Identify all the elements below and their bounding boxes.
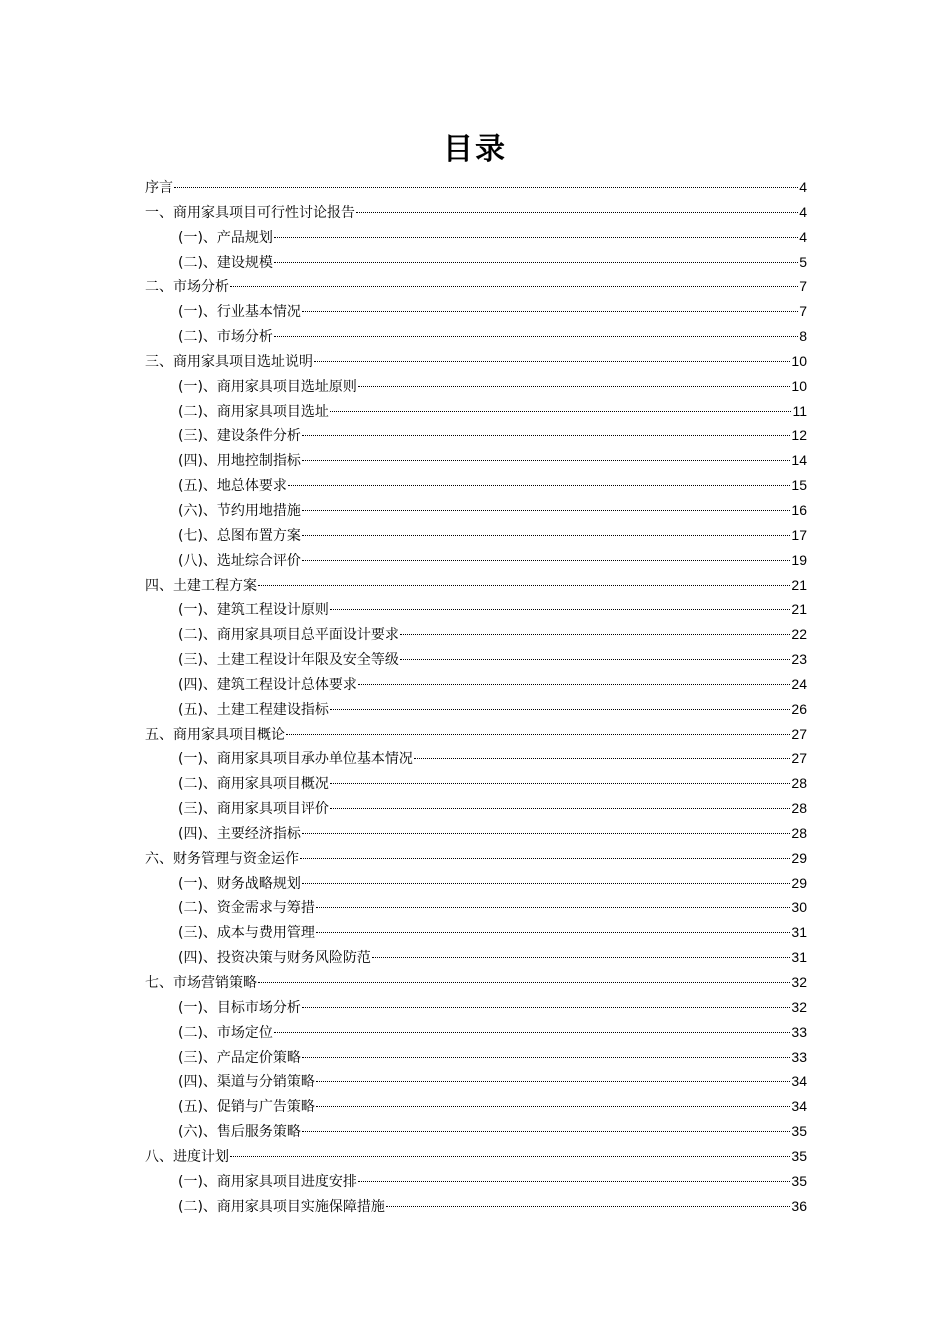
dot-leader bbox=[400, 659, 790, 660]
toc-entry-label: (六)、售后服务策略 bbox=[178, 1124, 301, 1141]
dot-leader bbox=[302, 311, 798, 312]
toc-subentry[interactable] bbox=[145, 746, 807, 771]
toc-page-number: 10 bbox=[791, 352, 807, 369]
toc-page-number: 24 bbox=[791, 675, 807, 692]
toc-page-number: 28 bbox=[791, 800, 807, 817]
dot-leader bbox=[288, 485, 790, 486]
toc-entry[interactable] bbox=[145, 349, 807, 374]
toc-entry[interactable] bbox=[145, 970, 807, 995]
toc-page-number: 31 bbox=[791, 949, 807, 966]
toc-entry-label: (五)、地总体要求 bbox=[178, 478, 287, 495]
toc-entry-label: (二)、商用家具项目概况 bbox=[178, 776, 329, 793]
dot-leader bbox=[302, 510, 790, 511]
dot-leader bbox=[330, 783, 790, 784]
toc-subentry[interactable] bbox=[145, 324, 807, 349]
toc-page-number: 30 bbox=[791, 899, 807, 916]
toc-subentry[interactable] bbox=[145, 473, 807, 498]
dot-leader bbox=[302, 435, 790, 436]
dot-leader bbox=[358, 386, 790, 387]
toc-entry-label: (一)、财务战略规划 bbox=[178, 875, 301, 892]
toc-page-number: 28 bbox=[791, 775, 807, 792]
toc-entry-label: 八、进度计划 bbox=[145, 1148, 229, 1165]
toc-subentry[interactable] bbox=[145, 945, 807, 970]
toc-page-number: 32 bbox=[791, 998, 807, 1015]
dot-leader bbox=[316, 1081, 790, 1082]
toc-page-number: 29 bbox=[791, 874, 807, 891]
toc-entry-label: (七)、总图布置方案 bbox=[178, 527, 301, 544]
toc-entry-label: (一)、目标市场分析 bbox=[178, 999, 301, 1016]
dot-leader bbox=[230, 1156, 790, 1157]
toc-entry-label: (五)、促销与广告策略 bbox=[178, 1099, 315, 1116]
toc-entry-label: 六、财务管理与资金运作 bbox=[145, 850, 299, 867]
toc-entry-label: 四、土建工程方案 bbox=[145, 577, 257, 594]
dot-leader bbox=[302, 833, 790, 834]
toc-page-number: 14 bbox=[791, 452, 807, 469]
toc-page-number: 23 bbox=[791, 651, 807, 668]
dot-leader bbox=[316, 932, 790, 933]
toc-entry[interactable] bbox=[145, 200, 807, 225]
toc-entry-label: (二)、建设规模 bbox=[178, 254, 273, 271]
toc-subentry[interactable] bbox=[145, 1169, 807, 1194]
toc-subentry[interactable] bbox=[145, 225, 807, 250]
dot-leader bbox=[302, 1131, 790, 1132]
toc-subentry[interactable] bbox=[145, 448, 807, 473]
dot-leader bbox=[258, 982, 790, 983]
toc-subentry[interactable] bbox=[145, 498, 807, 523]
toc-page-number: 10 bbox=[791, 377, 807, 394]
toc-entry[interactable] bbox=[145, 573, 807, 598]
dot-leader bbox=[286, 734, 790, 735]
toc-entry[interactable] bbox=[145, 274, 807, 299]
toc-page-number: 28 bbox=[791, 824, 807, 841]
toc-subentry[interactable] bbox=[145, 250, 807, 275]
toc-entry-label: (二)、市场定位 bbox=[178, 1024, 273, 1041]
toc-entry-label: (三)、成本与费用管理 bbox=[178, 925, 315, 942]
toc-title: 目录 bbox=[443, 132, 507, 167]
toc-subentry[interactable] bbox=[145, 1069, 807, 1094]
dot-leader bbox=[302, 560, 790, 561]
toc-subentry[interactable] bbox=[145, 895, 807, 920]
toc-page-number: 4 bbox=[799, 179, 807, 195]
dot-leader bbox=[274, 237, 798, 238]
toc-entry[interactable] bbox=[145, 1144, 807, 1169]
toc-entry-label: (一)、商用家具项目选址原则 bbox=[178, 378, 357, 395]
toc-page-number: 26 bbox=[791, 700, 807, 717]
toc-page-number: 29 bbox=[791, 849, 807, 866]
toc-page-number: 7 bbox=[799, 303, 807, 320]
toc-subentry[interactable] bbox=[145, 374, 807, 399]
dot-leader bbox=[358, 1181, 790, 1182]
toc-page-number: 21 bbox=[791, 576, 807, 593]
toc-entry-label: (五)、土建工程建设指标 bbox=[178, 701, 329, 718]
toc-entry-label: 序言 bbox=[145, 180, 173, 196]
toc-entry-label: (二)、资金需求与筹措 bbox=[178, 900, 315, 917]
toc-entry-label: (一)、产品规划 bbox=[178, 229, 273, 246]
toc-page-number: 22 bbox=[791, 626, 807, 643]
table-of-contents bbox=[145, 175, 807, 1218]
toc-subentry[interactable] bbox=[145, 622, 807, 647]
dot-leader bbox=[358, 684, 790, 685]
dot-leader bbox=[330, 609, 790, 610]
toc-page-number: 35 bbox=[791, 1147, 807, 1164]
dot-leader bbox=[316, 907, 790, 908]
toc-subentry[interactable] bbox=[145, 548, 807, 573]
dot-leader bbox=[274, 336, 798, 337]
dot-leader bbox=[302, 883, 790, 884]
toc-subentry[interactable] bbox=[145, 1045, 807, 1070]
toc-page-number: 35 bbox=[791, 1172, 807, 1189]
toc-page-number: 35 bbox=[791, 1123, 807, 1140]
toc-page-number: 19 bbox=[791, 551, 807, 568]
toc-entry-label: (二)、商用家具项目实施保障措施 bbox=[178, 1198, 385, 1215]
toc-page-number: 34 bbox=[791, 1098, 807, 1115]
toc-subentry[interactable] bbox=[145, 1094, 807, 1119]
toc-entry[interactable] bbox=[145, 175, 807, 200]
toc-page-number: 15 bbox=[791, 477, 807, 494]
toc-subentry[interactable] bbox=[145, 697, 807, 722]
toc-entry[interactable] bbox=[145, 722, 807, 747]
toc-subentry[interactable] bbox=[145, 399, 807, 424]
toc-page-number: 12 bbox=[791, 427, 807, 444]
toc-subentry[interactable] bbox=[145, 1020, 807, 1045]
toc-entry-label: 七、市场营销策略 bbox=[145, 975, 257, 991]
toc-page-number: 33 bbox=[791, 1048, 807, 1065]
toc-page-number: 4 bbox=[799, 228, 807, 245]
toc-page-number: 17 bbox=[791, 526, 807, 543]
toc-page-number: 5 bbox=[799, 253, 807, 270]
toc-entry-label: (三)、土建工程设计年限及安全等级 bbox=[178, 652, 399, 669]
toc-entry-label: (三)、产品定价策略 bbox=[178, 1049, 301, 1066]
toc-page-number: 7 bbox=[799, 278, 807, 295]
dot-leader bbox=[400, 634, 790, 635]
toc-subentry[interactable] bbox=[145, 920, 807, 945]
toc-subentry[interactable] bbox=[145, 647, 807, 672]
toc-page-number: 33 bbox=[791, 1023, 807, 1040]
toc-page-number: 11 bbox=[792, 402, 807, 419]
toc-subentry[interactable] bbox=[145, 523, 807, 548]
dot-leader bbox=[274, 1032, 790, 1033]
toc-page-number: 21 bbox=[791, 601, 807, 618]
dot-leader bbox=[330, 808, 790, 809]
toc-page-number: 8 bbox=[799, 328, 807, 345]
toc-subentry[interactable] bbox=[145, 597, 807, 622]
toc-entry-label: (八)、选址综合评价 bbox=[178, 552, 301, 569]
dot-leader bbox=[230, 286, 798, 287]
toc-page-number: 36 bbox=[791, 1197, 807, 1214]
toc-entry-label: (六)、节约用地措施 bbox=[178, 502, 301, 519]
toc-page-number: 31 bbox=[791, 924, 807, 941]
dot-leader bbox=[258, 585, 790, 586]
dot-leader bbox=[356, 212, 798, 213]
toc-subentry[interactable] bbox=[145, 821, 807, 846]
toc-entry-label: (二)、市场分析 bbox=[178, 329, 273, 346]
toc-entry-label: (三)、商用家具项目评价 bbox=[178, 801, 329, 818]
toc-entry-label: (一)、行业基本情况 bbox=[178, 304, 301, 321]
toc-entry-label: (一)、商用家具项目承办单位基本情况 bbox=[178, 751, 413, 768]
toc-entry-label: (三)、建设条件分析 bbox=[178, 428, 301, 445]
dot-leader bbox=[386, 1206, 790, 1207]
toc-entry-label: 二、市场分析 bbox=[145, 279, 229, 296]
toc-page-number: 4 bbox=[799, 203, 807, 220]
toc-entry-label: (一)、建筑工程设计原则 bbox=[178, 602, 329, 619]
toc-subentry[interactable] bbox=[145, 1194, 807, 1219]
toc-subentry[interactable] bbox=[145, 1119, 807, 1144]
toc-subentry[interactable] bbox=[145, 995, 807, 1020]
toc-page-number: 34 bbox=[791, 1073, 807, 1090]
dot-leader bbox=[372, 957, 790, 958]
dot-leader bbox=[302, 1057, 790, 1058]
toc-subentry[interactable] bbox=[145, 423, 807, 448]
toc-entry-label: (二)、商用家具项目选址 bbox=[178, 403, 329, 420]
toc-subentry[interactable] bbox=[145, 672, 807, 697]
toc-entry-label: (二)、商用家具项目总平面设计要求 bbox=[178, 627, 399, 644]
dot-leader bbox=[174, 187, 798, 188]
toc-entry-label: (四)、建筑工程设计总体要求 bbox=[178, 676, 357, 693]
toc-subentry[interactable] bbox=[145, 796, 807, 821]
toc-entry-label: (四)、投资决策与财务风险防范 bbox=[178, 950, 371, 967]
toc-entry-label: (四)、渠道与分销策略 bbox=[178, 1074, 315, 1091]
toc-page-number: 27 bbox=[791, 750, 807, 767]
dot-leader bbox=[300, 858, 790, 859]
toc-subentry[interactable] bbox=[145, 771, 807, 796]
toc-page-number: 16 bbox=[791, 501, 807, 518]
toc-entry-label: (四)、用地控制指标 bbox=[178, 453, 301, 470]
dot-leader bbox=[330, 411, 792, 412]
toc-entry[interactable] bbox=[145, 846, 807, 871]
dot-leader bbox=[330, 709, 790, 710]
toc-entry-label: 五、商用家具项目概论 bbox=[145, 726, 285, 743]
toc-entry-label: 一、商用家具项目可行性讨论报告 bbox=[145, 204, 355, 221]
toc-entry-label: (四)、主要经济指标 bbox=[178, 825, 301, 842]
dot-leader bbox=[414, 758, 790, 759]
dot-leader bbox=[274, 262, 798, 263]
toc-page-number: 32 bbox=[791, 974, 807, 990]
dot-leader bbox=[302, 460, 790, 461]
dot-leader bbox=[302, 535, 790, 536]
toc-page-number: 27 bbox=[791, 725, 807, 742]
dot-leader bbox=[314, 361, 790, 362]
dot-leader bbox=[302, 1007, 790, 1008]
toc-entry-label: 三、商用家具项目选址说明 bbox=[145, 353, 313, 370]
toc-subentry[interactable] bbox=[145, 299, 807, 324]
toc-subentry[interactable] bbox=[145, 871, 807, 896]
dot-leader bbox=[316, 1106, 790, 1107]
toc-entry-label: (一)、商用家具项目进度安排 bbox=[178, 1173, 357, 1190]
